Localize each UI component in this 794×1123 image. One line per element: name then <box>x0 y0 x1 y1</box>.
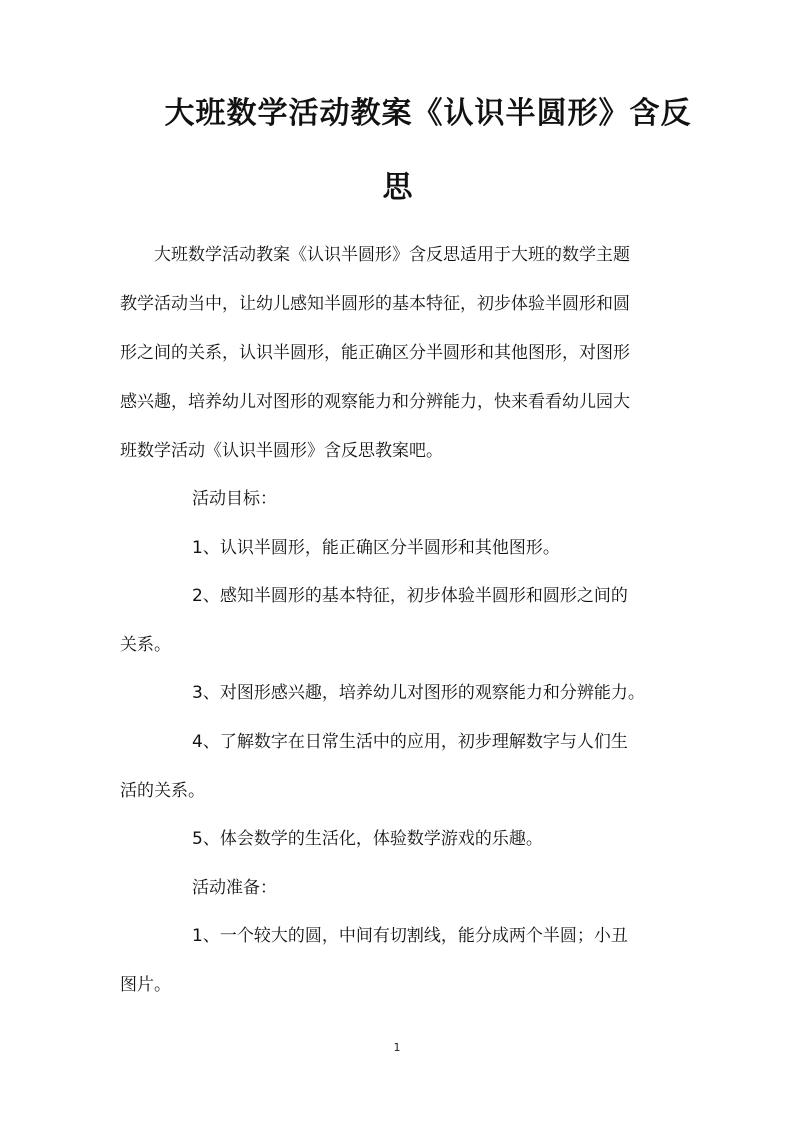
intro-line-5: 班数学活动《认识半圆形》含反思教案吧。 <box>120 441 443 461</box>
goal-item-4-line-2: 活的关系。 <box>120 781 205 801</box>
prep-heading: 活动准备： <box>192 878 277 898</box>
intro-line-4: 感兴趣，培养幼儿对图形的观察能力和分辨能力，快来看看幼儿园大 <box>120 392 630 412</box>
document-title-line-2: 思 <box>382 170 414 205</box>
goal-item-5: 5、体会数学的生活化，体验数学游戏的乐趣。 <box>192 829 543 849</box>
prep-item-1-line-1: 1、一个较大的圆，中间有切割线，能分成两个半圆；小丑 <box>192 926 628 946</box>
goal-item-2-line-1: 2、感知半圆形的基本特征，初步体验半圆形和圆形之间的 <box>192 586 628 606</box>
prep-item-1-line-2: 图片。 <box>120 975 171 995</box>
intro-line-3: 形之间的关系，认识半圆形，能正确区分半圆形和其他图形，对图形 <box>120 343 630 363</box>
goal-item-2-line-2: 关系。 <box>120 635 171 655</box>
intro-line-1: 大班数学活动教案《认识半圆形》含反思适用于大班的数学主题 <box>154 245 630 265</box>
goals-heading: 活动目标： <box>192 489 277 509</box>
document-title-line-1: 大班数学活动教案《认识半圆形》含反 <box>164 96 692 131</box>
goal-item-4-line-1: 4、了解数字在日常生活中的应用，初步理解数字与人们生 <box>192 732 628 752</box>
goal-item-3: 3、对图形感兴趣，培养幼儿对图形的观察能力和分辨能力。 <box>192 683 645 703</box>
page-number: 1 <box>393 1041 401 1054</box>
intro-line-2: 教学活动当中，让幼儿感知半圆形的基本特征，初步体验半圆形和圆 <box>120 294 630 314</box>
goal-item-1: 1、认识半圆形，能正确区分半圆形和其他图形。 <box>192 538 560 558</box>
